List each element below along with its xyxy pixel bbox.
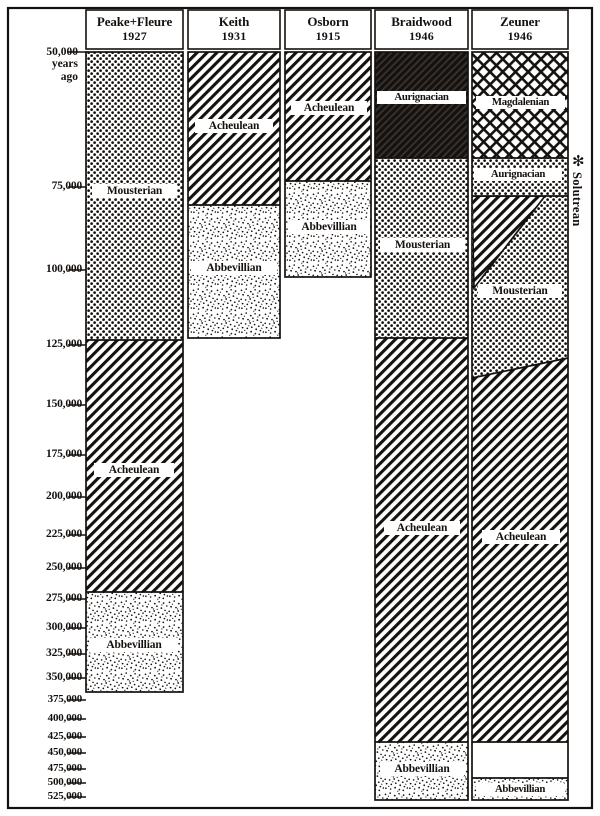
column-name: Osborn [307, 14, 349, 29]
column-name: Braidwood [391, 14, 452, 29]
band-label-c1-mousterian: Mousterian [92, 184, 177, 198]
column-header-zeuner[interactable] [472, 15, 568, 43]
axis-tick-label: 325,000 [46, 647, 82, 659]
column-year: 1915 [315, 28, 341, 43]
axis-tick-label: 525,000 [47, 790, 82, 802]
column-body-braidwood [375, 52, 468, 800]
axis-tick-label: 200,000 [46, 490, 82, 502]
band-label-c2-abbevillian: Abbevillian [191, 261, 277, 275]
column-header-osborn[interactable] [285, 15, 371, 43]
band-label-c3-acheulean: Acheulean [291, 101, 367, 115]
column-body-zeuner [472, 52, 568, 800]
axis-origin-unit-1: years [51, 58, 78, 71]
column-year: 1946 [409, 28, 434, 43]
column-name: Keith [218, 14, 250, 29]
band-label-c4-mousterian: Mousterian [380, 238, 465, 252]
band-label-c5-acheulean: Acheulean [482, 530, 560, 544]
band-c5-acheulean [472, 358, 568, 742]
axis-origin-value: 50,000 [46, 46, 78, 58]
band-c3-acheulean [285, 52, 371, 181]
axis-tick-label: 500,000 [47, 776, 82, 788]
column-name: Zeuner [500, 14, 540, 29]
axis-tick-label: 75,000 [51, 180, 82, 192]
axis-tick-label: 275,000 [46, 592, 82, 604]
axis-tick-label: 175,000 [46, 448, 82, 460]
axis-tick-label: 125,000 [46, 338, 82, 350]
axis-tick-label: 300,000 [46, 621, 82, 633]
band-label-c2-acheulean: Acheulean [195, 119, 273, 133]
column-header-braidwood[interactable] [375, 15, 468, 43]
column-header-peake-fleure[interactable] [86, 15, 183, 43]
column-year: 1927 [122, 28, 147, 43]
axis-origin-label [46, 46, 78, 83]
axis-tick-label: 425,000 [47, 730, 82, 742]
band-c4-acheulean [375, 338, 468, 742]
band-label-c1-abbevillian: Abbevillian [90, 638, 178, 652]
column-body-peake-fleure [86, 52, 183, 692]
band-label-c5-abbevillian: Abbevillian [476, 783, 564, 796]
column-body-keith [188, 52, 280, 338]
axis-tick-label: 400,000 [47, 712, 82, 724]
column-body-osborn [285, 52, 371, 277]
band-label-c1-acheulean: Acheulean [94, 463, 174, 477]
axis-tick-label: 250,000 [46, 561, 82, 573]
column-header-keith[interactable] [188, 15, 280, 43]
axis-tick-label: 475,000 [47, 762, 82, 774]
axis-tick-label: 350,000 [46, 671, 82, 683]
band-label-c5-mousterian: Mousterian [478, 284, 562, 298]
axis-tick-label: 225,000 [46, 528, 82, 540]
axis-origin-unit-2: ago [60, 70, 78, 83]
axis-tick-label: 375,000 [47, 693, 82, 705]
axis-tick-marks [68, 52, 86, 797]
band-label-c4-abbevillian: Abbevillian [380, 762, 464, 776]
band-c4-aurignacian [375, 52, 468, 158]
axis-tick-label: 150,000 [46, 398, 82, 410]
band-label-c4-aurignacian: Aurignacian [377, 91, 466, 104]
axis-tick-label: 450,000 [47, 746, 82, 758]
gap-c5-blank [472, 742, 568, 778]
column-year: 1946 [507, 28, 533, 43]
solutrean-asterisk-icon: ✻ [572, 152, 585, 170]
band-label-c4-acheulean: Acheulean [384, 521, 460, 535]
column-name: Peake+Fleure [96, 14, 173, 29]
axis-tick-label: 100,000 [46, 263, 82, 275]
solutrean-annotation-label: Solutrean [570, 172, 584, 227]
band-label-c5-magdalenian: Magdalenian [476, 96, 565, 109]
band-label-c5-aurignacian: Aurignacian [474, 168, 562, 181]
column-year: 1931 [221, 28, 247, 43]
band-label-c3-abbevillian: Abbevillian [288, 220, 370, 234]
